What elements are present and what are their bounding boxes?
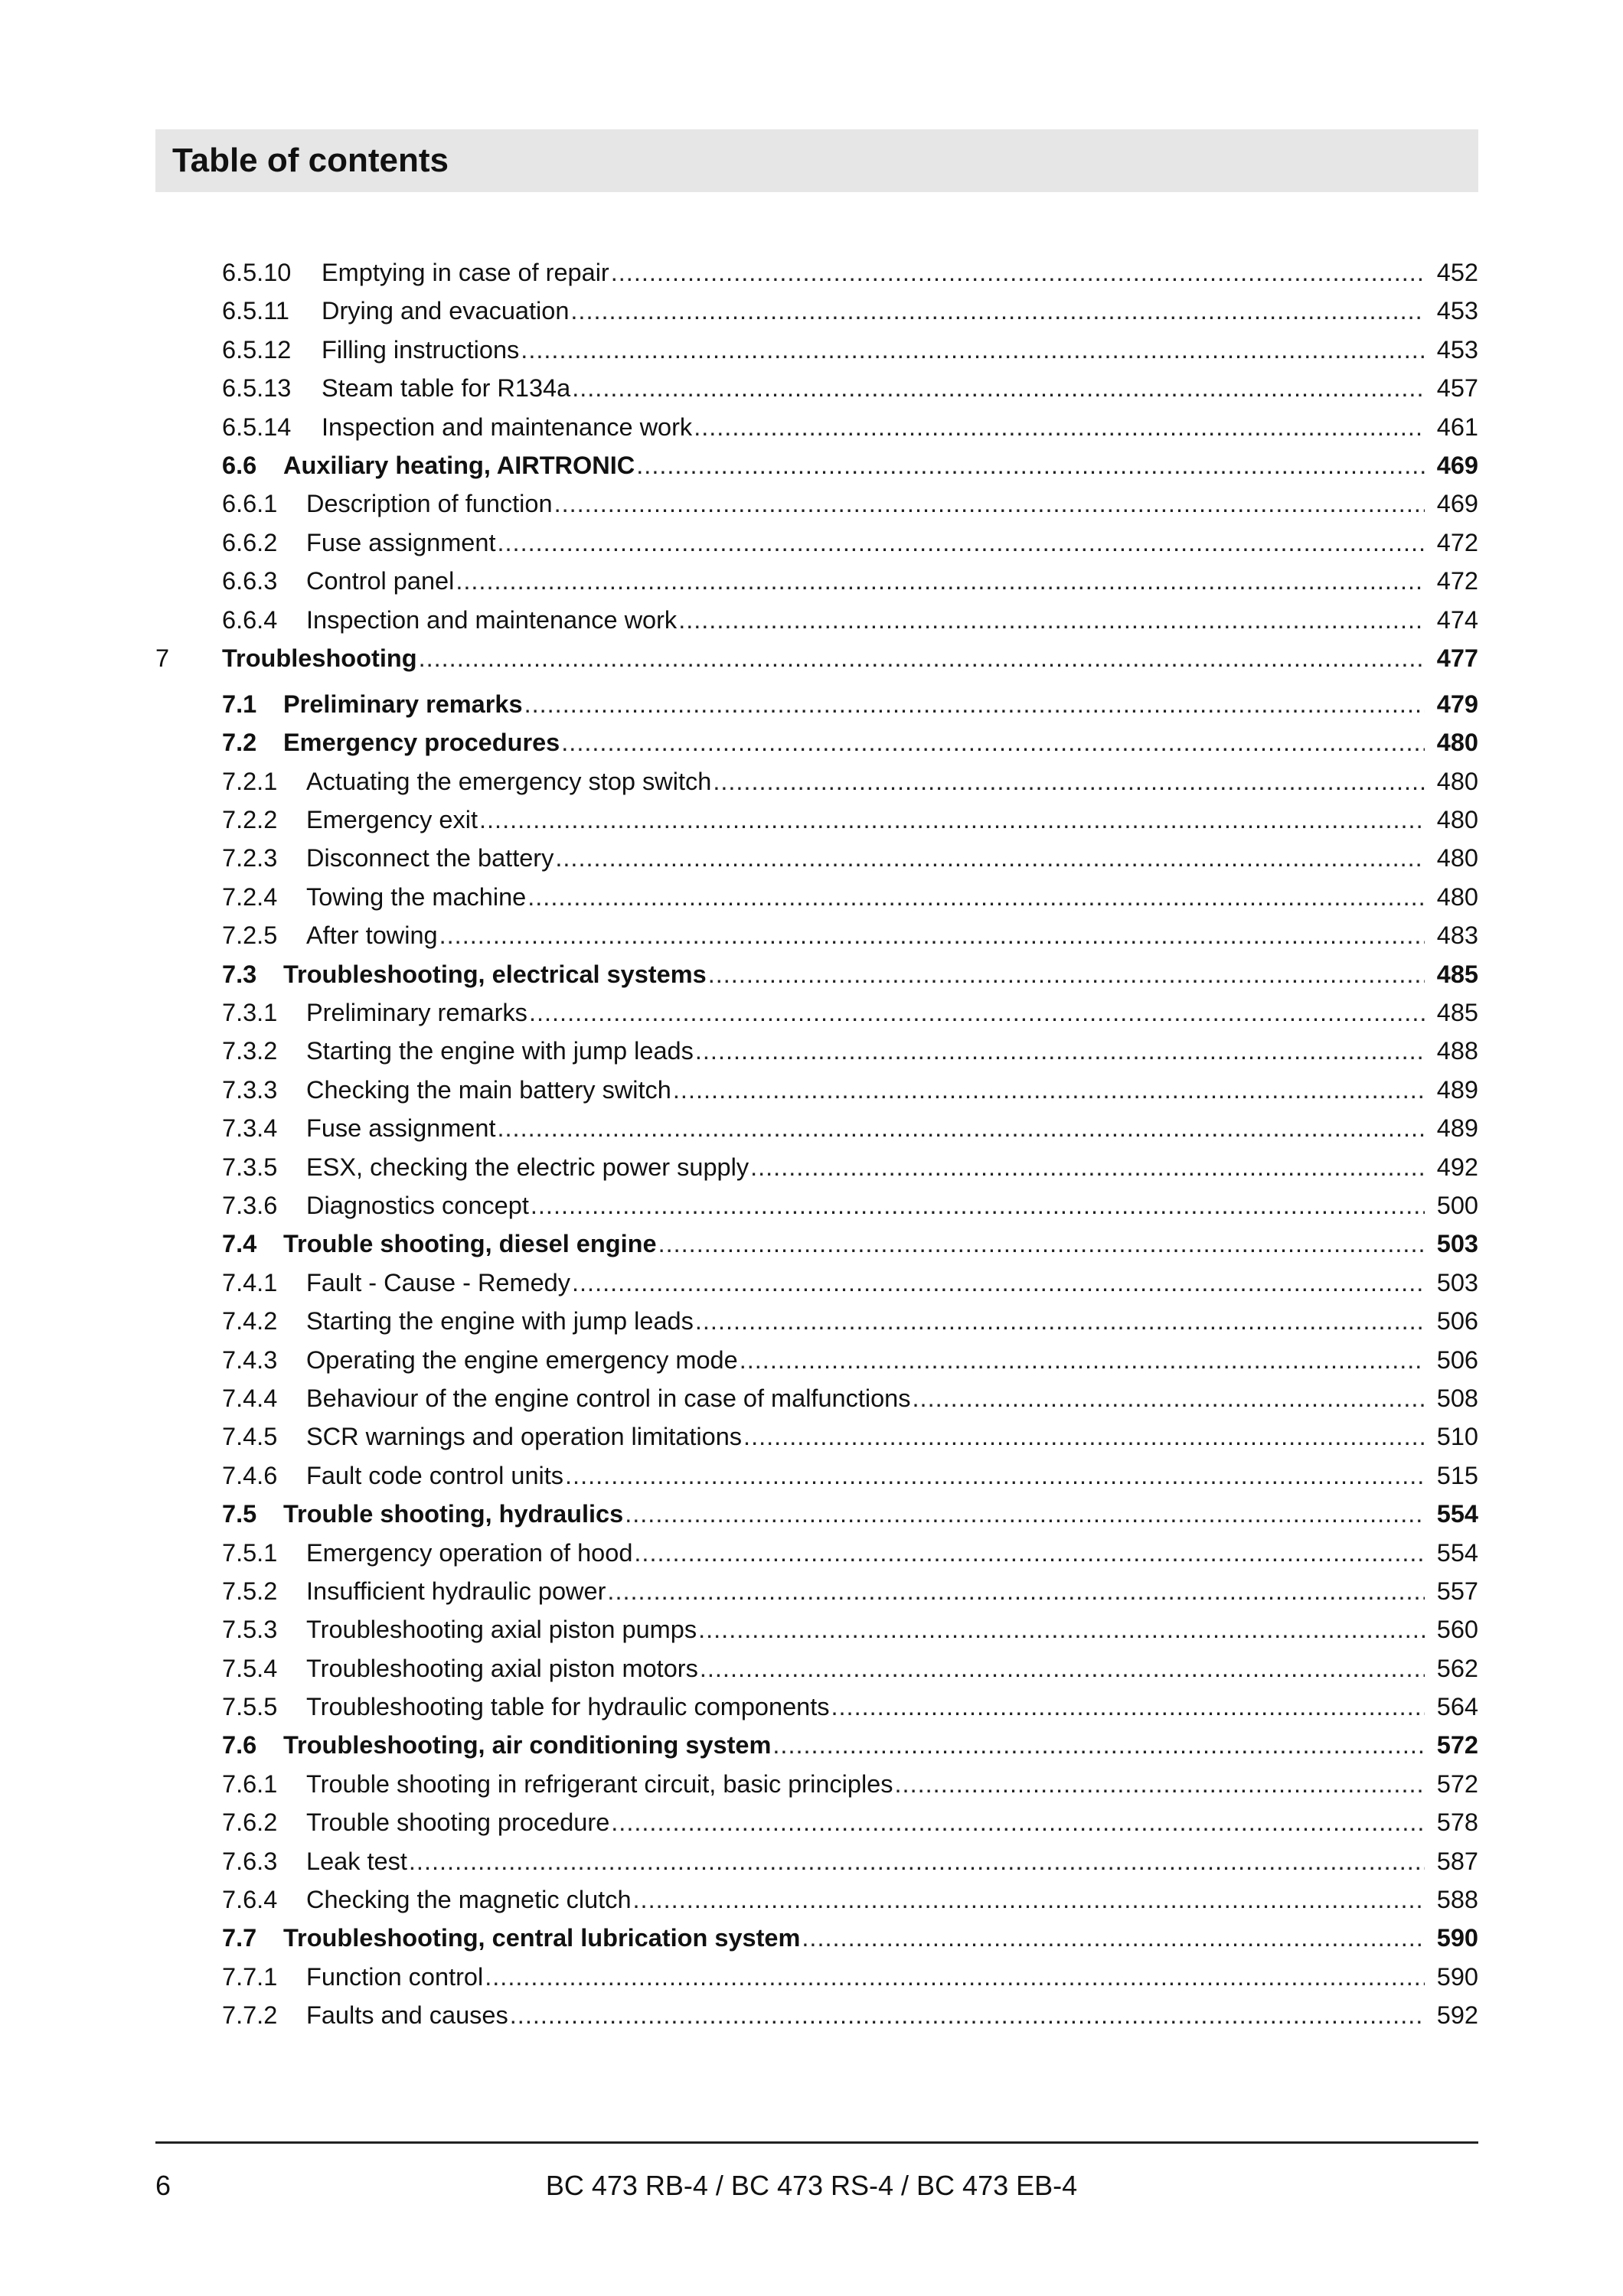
toc-section-number: 6.6.2 <box>222 528 278 556</box>
toc-title[interactable]: Faults and causes <box>306 2001 508 2030</box>
toc-section-number: 7.6.3 <box>222 1847 278 1875</box>
toc-entry[interactable] <box>155 1037 1478 1075</box>
toc-section-number: 7.2.3 <box>222 844 278 872</box>
toc-title[interactable]: Checking the magnetic clutch <box>306 1886 632 1914</box>
toc-dot-leader <box>561 729 1425 757</box>
toc-title[interactable]: Preliminary remarks <box>306 999 527 1027</box>
toc-entry[interactable] <box>155 529 1478 567</box>
toc-page-number[interactable]: 480 <box>1436 844 1478 872</box>
toc-entry[interactable] <box>155 2001 1478 2040</box>
toc-page-number[interactable]: 503 <box>1436 1268 1478 1296</box>
toc-entry[interactable] <box>155 1384 1478 1423</box>
toc-page-number[interactable]: 480 <box>1436 882 1478 911</box>
toc-dot-leader <box>456 567 1425 595</box>
toc-title[interactable]: Checking the main battery switch <box>306 1075 671 1104</box>
toc-page-number[interactable]: 474 <box>1436 605 1478 634</box>
toc-section-number: 6.6.1 <box>222 490 278 518</box>
toc-section-number: 7.5.1 <box>222 1538 278 1567</box>
toc-dot-leader <box>565 1462 1425 1490</box>
toc-section-number: 7.3.5 <box>222 1153 278 1181</box>
toc-dot-leader <box>555 844 1425 872</box>
toc-section-number: 6.6.3 <box>222 567 278 595</box>
toc-dot-leader <box>439 921 1425 950</box>
toc-section-number: 7.5.3 <box>222 1616 278 1644</box>
toc-dot-leader <box>570 297 1425 325</box>
toc-dot-leader <box>802 1924 1425 1952</box>
toc-dot-leader <box>913 1384 1425 1413</box>
toc-entry[interactable] <box>155 1153 1478 1192</box>
toc-entry[interactable] <box>155 844 1478 882</box>
toc-entry[interactable] <box>155 374 1478 413</box>
toc-title[interactable]: Troubleshooting table for hydraulic components <box>306 1693 830 1721</box>
toc-section-number: 6.5.13 <box>222 374 292 403</box>
toc-section-number: 7.7.1 <box>222 1962 278 1991</box>
toc-title[interactable]: Filling instructions <box>322 335 520 364</box>
toc-page-number[interactable]: 508 <box>1436 1384 1478 1412</box>
toc-page-number[interactable]: 489 <box>1436 1075 1478 1104</box>
toc-title[interactable]: Operating the engine emergency mode <box>306 1345 738 1374</box>
toc-dot-leader <box>713 768 1425 796</box>
toc-title[interactable]: Description of function <box>306 490 553 518</box>
toc-dot-leader <box>625 1500 1425 1528</box>
toc-page-number[interactable]: 572 <box>1436 1769 1478 1798</box>
toc-page-number[interactable]: 477 <box>1436 644 1478 672</box>
toc-entry[interactable] <box>155 921 1478 960</box>
toc-dot-leader <box>497 1114 1425 1143</box>
toc-entry[interactable] <box>155 999 1478 1037</box>
toc-entry[interactable] <box>155 1114 1478 1153</box>
toc-entry[interactable] <box>155 1307 1478 1345</box>
toc-section-number: 7.6 <box>222 1731 257 1760</box>
toc-entry[interactable] <box>155 1577 1478 1616</box>
toc-title[interactable]: Trouble shooting procedure <box>306 1808 610 1837</box>
toc-section-number: 7.3.6 <box>222 1191 278 1219</box>
toc-entry[interactable] <box>155 1886 1478 1924</box>
toc-section-number: 7.5.2 <box>222 1577 278 1605</box>
toc-page-number[interactable]: 557 <box>1436 1577 1478 1605</box>
toc-page-number[interactable]: 506 <box>1436 1345 1478 1374</box>
toc-page-number[interactable]: 560 <box>1436 1616 1478 1644</box>
toc-title[interactable]: Preliminary remarks <box>283 690 523 718</box>
toc-dot-leader <box>409 1848 1425 1876</box>
toc-title[interactable]: Troubleshooting axial piston motors <box>306 1654 698 1682</box>
toc-page-number[interactable]: 489 <box>1436 1114 1478 1143</box>
toc-page-number[interactable]: 590 <box>1436 1962 1478 1991</box>
toc-page-number[interactable]: 485 <box>1436 960 1478 988</box>
toc-dot-leader <box>529 999 1425 1027</box>
toc-section-number: 7.5 <box>222 1500 257 1528</box>
toc-entry[interactable] <box>155 1924 1478 1962</box>
toc-dot-leader <box>572 1269 1425 1297</box>
toc-entry[interactable] <box>155 1192 1478 1230</box>
toc-section-number: 7.7.2 <box>222 2001 278 2030</box>
footer-divider <box>155 2141 1478 2144</box>
toc-title[interactable]: Inspection and maintenance work <box>306 605 678 634</box>
toc-page-number[interactable]: 461 <box>1436 413 1478 441</box>
toc-section-number: 7.3.4 <box>222 1114 278 1143</box>
toc-section-number: 7.4.1 <box>222 1268 278 1296</box>
toc-entry[interactable] <box>155 1346 1478 1384</box>
toc-title[interactable]: SCR warnings and operation limitations <box>306 1423 743 1451</box>
toc-title[interactable]: Leak test <box>306 1847 407 1875</box>
toc-title[interactable]: After towing <box>306 921 438 950</box>
toc-dot-leader <box>531 1192 1425 1220</box>
toc-dot-leader <box>895 1770 1425 1799</box>
toc-dot-leader <box>772 1731 1425 1760</box>
toc-title[interactable]: Diagnostics concept <box>306 1191 529 1219</box>
toc-section-number: 6.5.11 <box>222 297 289 325</box>
toc-page-number[interactable]: 590 <box>1436 1924 1478 1952</box>
toc-page-number[interactable]: 480 <box>1436 806 1478 834</box>
toc-list <box>155 259 1478 2040</box>
footer-page-number: 6 <box>155 2170 171 2201</box>
toc-dot-leader <box>750 1153 1425 1182</box>
toc-entry[interactable] <box>155 883 1478 921</box>
toc-entry[interactable] <box>155 1808 1478 1847</box>
toc-section-number: 6.6 <box>222 451 257 479</box>
toc-title[interactable]: Fuse assignment <box>306 1114 496 1143</box>
toc-entry[interactable] <box>155 1693 1478 1731</box>
toc-entry[interactable] <box>155 768 1478 806</box>
toc-dot-leader <box>527 883 1425 912</box>
toc-page-number[interactable]: 480 <box>1436 767 1478 795</box>
toc-dot-leader <box>700 1655 1425 1683</box>
toc-title[interactable]: Troubleshooting <box>222 644 417 672</box>
toc-page-number[interactable]: 469 <box>1436 490 1478 518</box>
toc-dot-leader <box>485 1963 1425 1991</box>
toc-page-number[interactable]: 515 <box>1436 1461 1478 1489</box>
toc-title[interactable]: Trouble shooting in refrigerant circuit, basic principles <box>306 1769 893 1798</box>
toc-dot-leader <box>521 336 1425 364</box>
toc-page-number[interactable]: 457 <box>1436 374 1478 403</box>
toc-section-number: 7.2.4 <box>222 882 278 911</box>
toc-title[interactable]: Steam table for R134a <box>322 374 571 403</box>
toc-dot-leader <box>636 452 1425 480</box>
toc-page-number[interactable]: 500 <box>1436 1191 1478 1219</box>
toc-section-number: 6.5.12 <box>222 335 292 364</box>
toc-entry[interactable] <box>155 806 1478 844</box>
toc-page-number[interactable]: 485 <box>1436 999 1478 1027</box>
toc-dot-leader <box>479 806 1425 834</box>
toc-dot-leader <box>554 490 1425 518</box>
toc-dot-leader <box>678 606 1425 634</box>
toc-dot-leader <box>634 1539 1425 1567</box>
toc-section-number: 7.4.5 <box>222 1423 278 1451</box>
toc-section-number: 7.3 <box>222 960 257 988</box>
toc-dot-leader <box>497 529 1425 557</box>
toc-section-number: 7.4 <box>222 1230 257 1258</box>
toc-entry[interactable] <box>155 1731 1478 1769</box>
toc-title[interactable]: Emergency operation of hood <box>306 1538 633 1567</box>
toc-entry[interactable] <box>155 1655 1478 1693</box>
toc-dot-leader <box>572 374 1425 403</box>
toc-page-number[interactable]: 554 <box>1436 1538 1478 1567</box>
toc-entry[interactable] <box>155 729 1478 767</box>
toc-entry[interactable] <box>155 644 1478 690</box>
toc-section-number: 7.4.2 <box>222 1307 278 1336</box>
toc-title[interactable]: Fault code control units <box>306 1461 564 1489</box>
toc-title[interactable]: Disconnect the battery <box>306 844 554 872</box>
toc-page-number[interactable]: 564 <box>1436 1693 1478 1721</box>
toc-page-number[interactable]: 503 <box>1436 1230 1478 1258</box>
toc-title[interactable]: Control panel <box>306 567 455 595</box>
toc-entry[interactable] <box>155 452 1478 490</box>
toc-dot-leader <box>831 1693 1425 1721</box>
toc-dot-leader <box>607 1577 1425 1606</box>
toc-page-number[interactable]: 588 <box>1436 1886 1478 1914</box>
toc-entry[interactable] <box>155 1539 1478 1577</box>
toc-page-number[interactable]: 587 <box>1436 1847 1478 1875</box>
toc-title[interactable]: Auxiliary heating, AIRTRONIC <box>283 451 635 479</box>
toc-section-number: 7.2.5 <box>222 921 278 950</box>
toc-section-number: 6.6.4 <box>222 605 278 634</box>
toc-section-number: 7.4.3 <box>222 1345 278 1374</box>
toc-page-number[interactable]: 483 <box>1436 921 1478 950</box>
toc-section-number: 7.3.3 <box>222 1075 278 1104</box>
toc-title[interactable]: Behaviour of the engine control in case of malfunctions <box>306 1384 911 1412</box>
toc-dot-leader <box>694 413 1425 442</box>
toc-section-number: 7.5.4 <box>222 1654 278 1682</box>
toc-dot-leader <box>695 1307 1425 1336</box>
toc-section-number: 7.4.4 <box>222 1384 278 1412</box>
toc-section-number: 7.6.1 <box>222 1769 278 1798</box>
toc-section-number: 7.2.2 <box>222 806 278 834</box>
toc-section-number: 7.3.2 <box>222 1037 278 1065</box>
toc-page-number[interactable]: 469 <box>1436 451 1478 479</box>
toc-page-number[interactable]: 453 <box>1436 297 1478 325</box>
toc-section-number: 7.1 <box>222 690 257 718</box>
toc-section-number: 6.5.14 <box>222 413 292 441</box>
toc-section-number: 7.2 <box>222 729 257 757</box>
toc-entry[interactable] <box>155 1462 1478 1500</box>
toc-section-number: 7.7 <box>222 1924 257 1952</box>
toc-dot-leader <box>698 1616 1425 1644</box>
toc-page-number[interactable]: 578 <box>1436 1808 1478 1837</box>
toc-entry[interactable] <box>155 490 1478 528</box>
toc-entry[interactable] <box>155 567 1478 605</box>
toc-dot-leader <box>658 1230 1425 1258</box>
toc-title[interactable]: Starting the engine with jump leads <box>306 1037 694 1065</box>
toc-page-number[interactable]: 592 <box>1436 2001 1478 2030</box>
toc-title[interactable]: Inspection and maintenance work <box>322 413 693 441</box>
toc-title[interactable]: Trouble shooting, diesel engine <box>283 1230 657 1258</box>
toc-page-number[interactable]: 480 <box>1436 729 1478 757</box>
toc-entry[interactable] <box>155 336 1478 374</box>
toc-title[interactable]: Emergency procedures <box>283 729 560 757</box>
toc-dot-leader <box>419 644 1425 673</box>
toc-page-number[interactable]: 492 <box>1436 1153 1478 1181</box>
toc-entry[interactable] <box>155 606 1478 644</box>
toc-title[interactable]: Troubleshooting, air conditioning system <box>283 1731 772 1760</box>
toc-dot-leader <box>510 2001 1425 2030</box>
toc-dot-leader <box>633 1886 1425 1914</box>
toc-entry[interactable] <box>155 1423 1478 1461</box>
toc-dot-leader <box>611 1808 1425 1837</box>
toc-entry[interactable] <box>155 1616 1478 1654</box>
toc-title[interactable]: Fuse assignment <box>306 528 496 556</box>
toc-page-number[interactable]: 479 <box>1436 690 1478 718</box>
toc-entry[interactable] <box>155 1848 1478 1886</box>
toc-title[interactable]: Troubleshooting, electrical systems <box>283 960 707 988</box>
toc-title[interactable]: Function control <box>306 1962 484 1991</box>
toc-entry[interactable] <box>155 1269 1478 1307</box>
toc-chapter-number: 7 <box>155 644 170 672</box>
toc-page-number[interactable]: 572 <box>1436 1731 1478 1760</box>
toc-page-number[interactable]: 472 <box>1436 567 1478 595</box>
toc-dot-leader <box>743 1423 1425 1451</box>
toc-section-number: 6.5.10 <box>222 259 292 286</box>
toc-page-number[interactable]: 510 <box>1436 1423 1478 1451</box>
toc-page-number[interactable]: 472 <box>1436 528 1478 556</box>
toc-section-number: 7.6.2 <box>222 1808 278 1837</box>
page-title: Table of contents <box>172 142 449 179</box>
toc-title[interactable]: Troubleshooting axial piston pumps <box>306 1616 697 1644</box>
toc-title[interactable]: Towing the machine <box>306 882 527 911</box>
toc-entry[interactable] <box>155 960 1478 999</box>
toc-dot-leader <box>611 259 1425 287</box>
toc-entry[interactable] <box>155 1770 1478 1808</box>
toc-entry[interactable] <box>155 690 1478 729</box>
toc-page-number[interactable]: 488 <box>1436 1037 1478 1065</box>
toc-page-number[interactable]: 562 <box>1436 1654 1478 1682</box>
toc-title[interactable]: Insufficient hydraulic power <box>306 1577 606 1605</box>
toc-section-number: 7.5.5 <box>222 1693 278 1721</box>
toc-page-number[interactable]: 452 <box>1436 259 1478 286</box>
toc-section-number: 7.2.1 <box>222 767 278 795</box>
toc-dot-leader <box>673 1076 1425 1104</box>
toc-section-number: 7.4.6 <box>222 1461 278 1489</box>
toc-entry[interactable] <box>155 297 1478 335</box>
toc-title[interactable]: Actuating the emergency stop switch <box>306 767 712 795</box>
toc-title[interactable]: Emergency exit <box>306 806 478 834</box>
toc-dot-leader <box>740 1346 1425 1375</box>
toc-page-number[interactable]: 554 <box>1436 1500 1478 1528</box>
toc-title[interactable]: Drying and evacuation <box>322 297 570 325</box>
toc-entry[interactable] <box>155 1500 1478 1538</box>
footer-model: BC 473 RB-4 / BC 473 RS-4 / BC 473 EB-4 <box>545 2170 1078 2201</box>
toc-page-number[interactable]: 506 <box>1436 1307 1478 1336</box>
toc-dot-leader <box>695 1037 1425 1065</box>
toc-title[interactable]: Fault - Cause - Remedy <box>306 1268 570 1296</box>
toc-dot-leader <box>708 960 1425 989</box>
header-bar <box>155 129 1478 192</box>
toc-title[interactable]: Starting the engine with jump leads <box>306 1307 694 1336</box>
toc-entry[interactable] <box>155 1963 1478 2001</box>
toc-entry[interactable] <box>155 259 1478 297</box>
toc-title[interactable]: Troubleshooting, central lubrication system <box>283 1924 801 1952</box>
toc-title[interactable]: Emptying in case of repair <box>322 259 609 286</box>
toc-section-number: 7.3.1 <box>222 999 278 1027</box>
toc-title[interactable]: ESX, checking the electric power supply <box>306 1153 749 1181</box>
toc-entry[interactable] <box>155 1076 1478 1114</box>
toc-title[interactable]: Trouble shooting, hydraulics <box>283 1500 624 1528</box>
toc-section-number: 7.6.4 <box>222 1886 278 1914</box>
toc-page-number[interactable]: 453 <box>1436 335 1478 364</box>
toc-entry[interactable] <box>155 413 1478 452</box>
toc-entry[interactable] <box>155 1230 1478 1268</box>
toc-dot-leader <box>524 690 1425 719</box>
